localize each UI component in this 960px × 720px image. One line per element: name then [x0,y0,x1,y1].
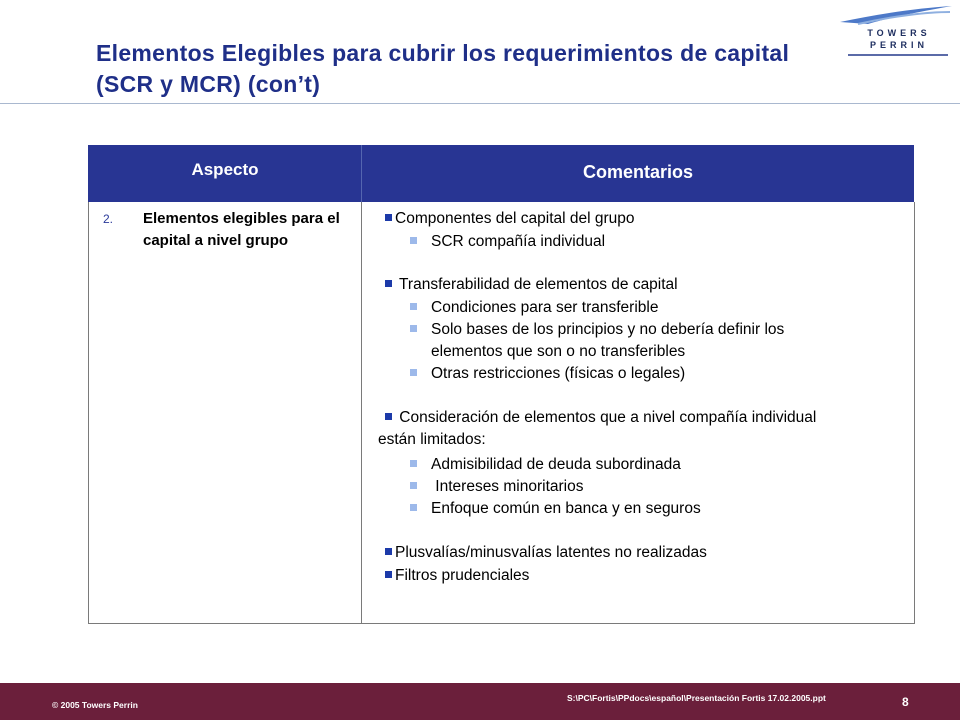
footer-file-path: S:\PC\Fortis\PPdocs\español\Presentación Fortis 17.02.2005.ppt [567,693,826,703]
bullet-square-icon [410,460,417,467]
header-aspecto: Aspecto [191,160,259,179]
bullet-square-icon [410,504,417,511]
comment-subitem: Intereses minoritarios [410,476,583,498]
comment-continuation: están limitados: [378,431,486,448]
title-line-2: (SCR y MCR) (con’t) [96,71,321,97]
title-divider [0,103,960,104]
bullet-square-icon [385,280,392,287]
logo-line-1: TOWERS [867,28,931,38]
comment-subitem: Admisibilidad de deuda subordinada [410,454,681,476]
comment-subitem: Condiciones para ser transferible [410,297,658,319]
bullet-square-icon [410,369,417,376]
comment-continuation: elementos que son o no transferibles [431,343,686,360]
comment-item: Componentes del capital del grupo [385,208,635,230]
towers-perrin-logo [838,4,954,70]
comment-subitem: Otras restricciones (físicas o legales) [410,363,685,385]
page-number: 8 [902,695,909,709]
bullet-square-icon [410,325,417,332]
bullet-square-icon [385,571,392,578]
bullet-square-icon [410,237,417,244]
footer-copyright: © 2005 Towers Perrin [52,700,138,710]
logo-line-2: PERRIN [869,40,928,50]
column-divider [361,202,362,623]
title-line-1: Elementos Elegibles para cubrir los requerimientos de capital [96,40,790,66]
comment-item: Transferabilidad de elementos de capital [385,274,678,296]
comment-subitem: SCR compañía individual [410,231,605,253]
bullet-square-icon [385,548,392,555]
swoosh-logo-icon [838,4,954,26]
page-title [96,38,916,100]
comment-item: Consideración de elementos que a nivel compañía individual [385,407,816,429]
comment-item: Filtros prudenciales [385,565,529,587]
aspect-text: Elementos elegibles para el capital a nivel grupo [143,210,340,249]
bullet-square-icon [385,413,392,420]
bullet-square-icon [410,303,417,310]
bullet-square-icon [410,482,417,489]
aspect-number: 2. [103,212,114,226]
header-comentarios: Comentarios [582,162,694,182]
comment-item: Plusvalías/minusvalías latentes no realizadas [385,542,707,564]
bullet-square-icon [385,214,392,221]
logo-rule [848,54,948,56]
comment-subitem: Solo bases de los principios y no debería definir los [410,319,784,341]
comment-subitem: Enfoque común en banca y en seguros [410,498,701,520]
